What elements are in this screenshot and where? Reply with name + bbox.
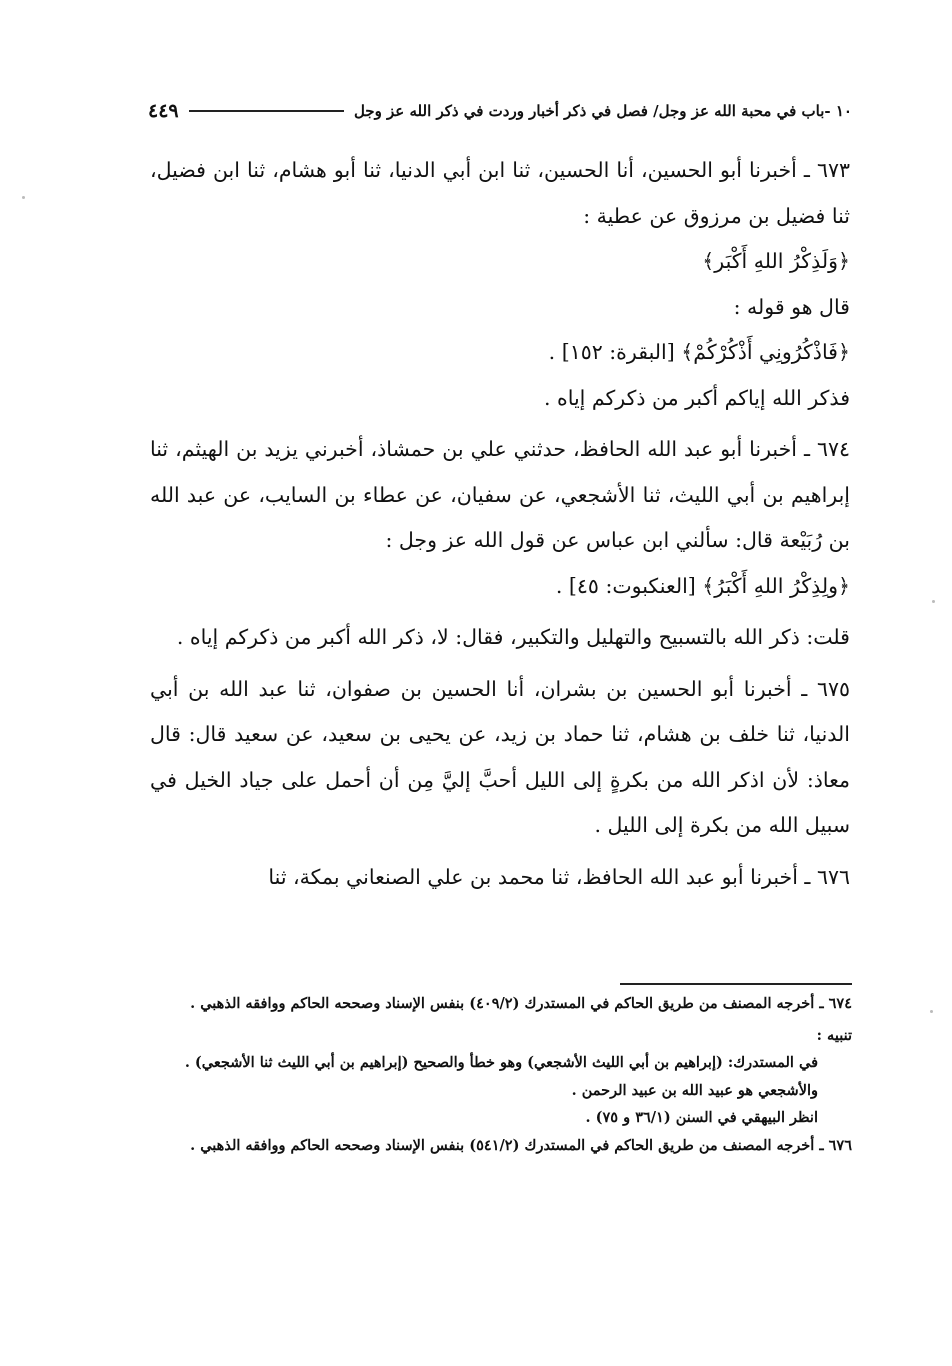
footnote-separator [620, 983, 852, 985]
footnotes [150, 990, 852, 1159]
quran-quote: ﴿فَاذْكُرُونِي أَذْكُرْكُمْ﴾ [البقرة: ١٥٢] . [548, 340, 850, 364]
footnote-676: ٦٧٦ ـ أخرجه المصنف من طريق الحاكم في المستدرك (٥٤١/٢) بنفس الإسناد وصححه الحاكم ووافقه الذهبي . [190, 1136, 852, 1154]
footnote-line: في المستدرك: (إبراهيم بن أبي الليث الأشجعي) وهو خطأ والصحيح (إبراهيم بن أبي الليث ثنا الأشجعي) . [184, 1054, 818, 1071]
footnote-label: تنبيه : [816, 1026, 852, 1044]
quran-quote: ﴿ولِذِكْرُ اللهِ أَكْبَرُ﴾ [العنكبوت: ٤٥] . [555, 573, 850, 598]
main-text [150, 148, 850, 900]
scan-speck [932, 600, 935, 603]
scan-speck [22, 196, 25, 199]
header-rule [189, 110, 344, 112]
page-number: ٤٤٩ [148, 100, 179, 122]
hadith-675: ٦٧٥ ـ أخبرنا أبو الحسين بن بشران، أنا الحسين بن صفوان، ثنا عبد الله بن أبي الدنيا، ثنا خلف بن هشام، ثنا حماد بن زيد، عن يحيى بن سعيد، عن سعيد قال: قال معاذ: لأن اذكر الله من بكرةٍ إلى الليل أحبَّ إليَّ مِن أن أحمل على جياد الخيل في سبيل الله من بكرة إلى الليل . [150, 676, 850, 837]
running-header [148, 96, 852, 126]
footnote-line: انظر البيهقي في السنن (٣٦/١ و ٧٥) . [585, 1109, 818, 1126]
footnote-line: والأشجعي هو عبيد الله بن عبيد الرحمن . [571, 1081, 818, 1099]
paragraph: قلت: ذكر الله بالتسبيح والتهليل والتكبير، فقال: لا، ذكر الله أكبر من ذكركم إياه . [176, 625, 850, 649]
chapter-title: ١٠ -باب في محبة الله عز وجل/ فصل في ذكر أخبار وردت في ذكر الله عز وجل [353, 102, 852, 120]
hadith-673: ٦٧٣ ـ أخبرنا أبو الحسين، أنا الحسين، ثنا ابن أبي الدنيا، ثنا أبو هشام، ثنا ابن فضيل، ثنا فضيل بن مرزوق عن عطية : [150, 158, 850, 228]
paragraph: قال هو قوله : [733, 294, 850, 319]
footnote-674: ٦٧٤ ـ أخرجه المصنف من طريق الحاكم في المستدرك (٤٠٩/٢) بنفس الإسناد وصححه الحاكم ووافقه الذهبي . [190, 995, 852, 1012]
hadith-676: ٦٧٦ ـ أخبرنا أبو عبد الله الحافظ، ثنا محمد بن علي الصنعاني بمكة، ثنا [268, 864, 850, 889]
quran-quote: ﴿وَلَذِكْرُ اللهِ أَكْبَر﴾ [702, 249, 850, 273]
scan-speck [930, 1010, 933, 1013]
hadith-674: ٦٧٤ ـ أخبرنا أبو عبد الله الحافظ، حدثني علي بن حمشاذ، أخبرني يزيد بن الهيثم، ثنا إبراهيم بن أبي الليث، ثنا الأشجعي، عن سفيان، عن عطاء بن السايب، عن عبد الله بن رُبَيْعة قال: سألني ابن عباس عن قول الله عز وجل : [150, 437, 850, 552]
paragraph: فذكر الله إياكم أكبر من ذكركم إياه . [543, 385, 850, 410]
